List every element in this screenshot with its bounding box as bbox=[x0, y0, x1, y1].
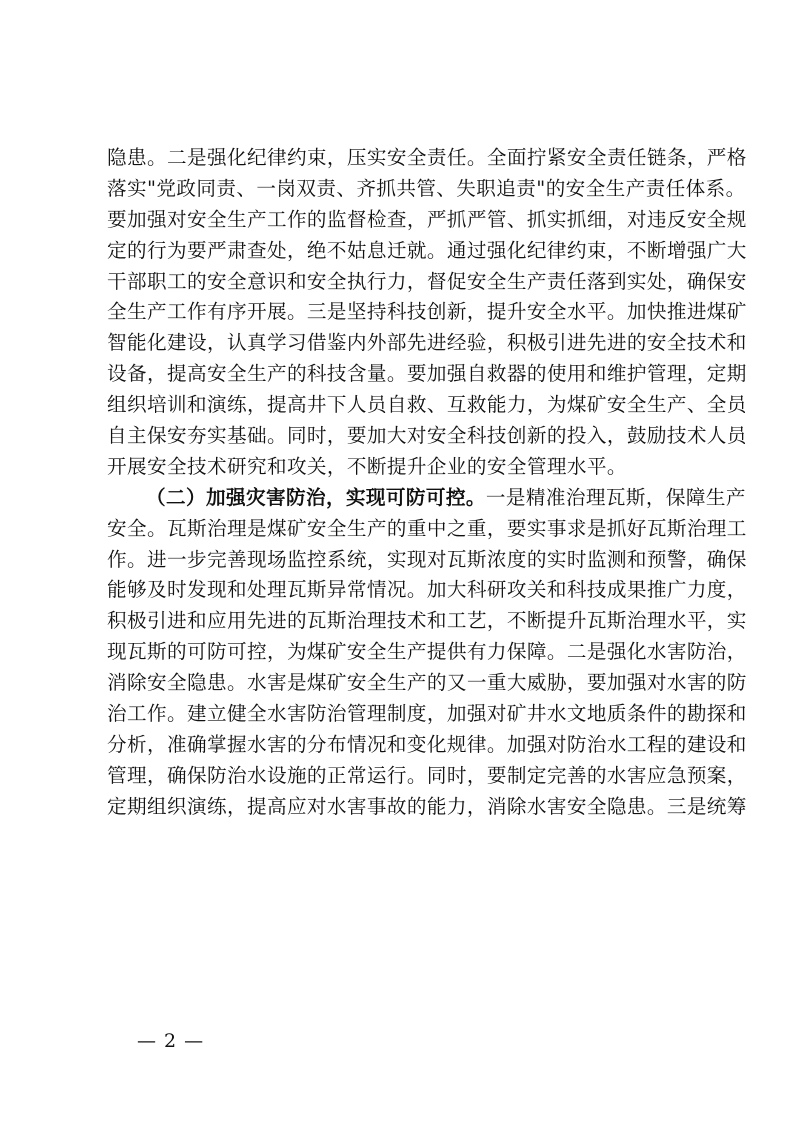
text-line: 作。进一步完善现场监控系统，实现对瓦斯浓度的实时监测和预警，确保 bbox=[107, 547, 747, 571]
text-line: 隐患。二是强化纪律约束，压实安全责任。全面拧紧安全责任链条，严格 bbox=[107, 146, 747, 169]
text-line: 分析，准确掌握水害的分布情况和变化规律。加强对防治水工程的建设和 bbox=[107, 732, 747, 756]
text-line: 设备，提高安全生产的科技含量。要加强自救器的使用和维护管理，定期 bbox=[107, 362, 747, 386]
text-line: 安全。瓦斯治理是煤矿安全生产的重中之重，要实事求是抓好瓦斯治理工 bbox=[107, 516, 747, 540]
text-line: 自主保安夯实基础。同时，要加大对安全科技创新的投入，鼓励技术人员 bbox=[107, 424, 747, 448]
text-line: 治工作。建立健全水害防治管理制度，加强对矿井水文地质条件的勘探和 bbox=[107, 702, 747, 726]
text-line: 智能化建设，认真学习借鉴内外部先进经验，积极引进先进的安全技术和 bbox=[107, 331, 747, 355]
text-line: 落实"党政同责、一岗双责、齐抓共管、失职追责"的安全生产责任体系。 bbox=[107, 176, 746, 200]
text-line: 能够及时发现和处理瓦斯异常情况。加大科研攻关和科技成果推广力度， bbox=[107, 578, 747, 602]
text-line: 积极引进和应用先进的瓦斯治理技术和工艺，不断提升瓦斯治理水平，实 bbox=[107, 609, 747, 633]
text-line: 要加强对安全生产工作的监督检查，严抓严管、抓实抓细，对违反安全规 bbox=[107, 207, 747, 231]
section-heading-line bbox=[107, 483, 746, 514]
text-line: 全生产工作有序开展。三是坚持科技创新，提升安全水平。加快推进煤矿 bbox=[107, 300, 747, 324]
section-heading: （二）加强灾害防治，实现可防可控。 bbox=[146, 485, 486, 509]
text-line: 开展安全技术研究和攻关，不断提升企业的安全管理水平。 bbox=[107, 454, 627, 478]
text-line: 干部职工的安全意识和安全执行力，督促安全生产责任落到实处，确保安 bbox=[107, 269, 747, 293]
text-line: 定的行为要严肃查处，绝不姑息迁就。通过强化纪律约束，不断增强广大 bbox=[107, 238, 747, 262]
text-run: 一是精准治理瓦斯，保障生产 bbox=[485, 485, 746, 509]
text-line: 消除安全隐患。水害是煤矿安全生产的又一重大威胁，要加强对水害的防 bbox=[107, 671, 747, 695]
text-line: 管理，确保防治水设施的正常运行。同时，要制定完善的水害应急预案， bbox=[107, 763, 747, 787]
document-body bbox=[107, 143, 747, 823]
text-line: 定期组织演练，提高应对水害事故的能力，消除水害安全隐患。三是统筹 bbox=[107, 794, 747, 818]
text-line: 现瓦斯的可防可控，为煤矿安全生产提供有力保障。二是强化水害防治， bbox=[107, 640, 747, 664]
text-line: 组织培训和演练，提高井下人员自救、互救能力，为煤矿安全生产、全员 bbox=[107, 393, 747, 417]
page-number: — 2 — bbox=[137, 1030, 205, 1052]
